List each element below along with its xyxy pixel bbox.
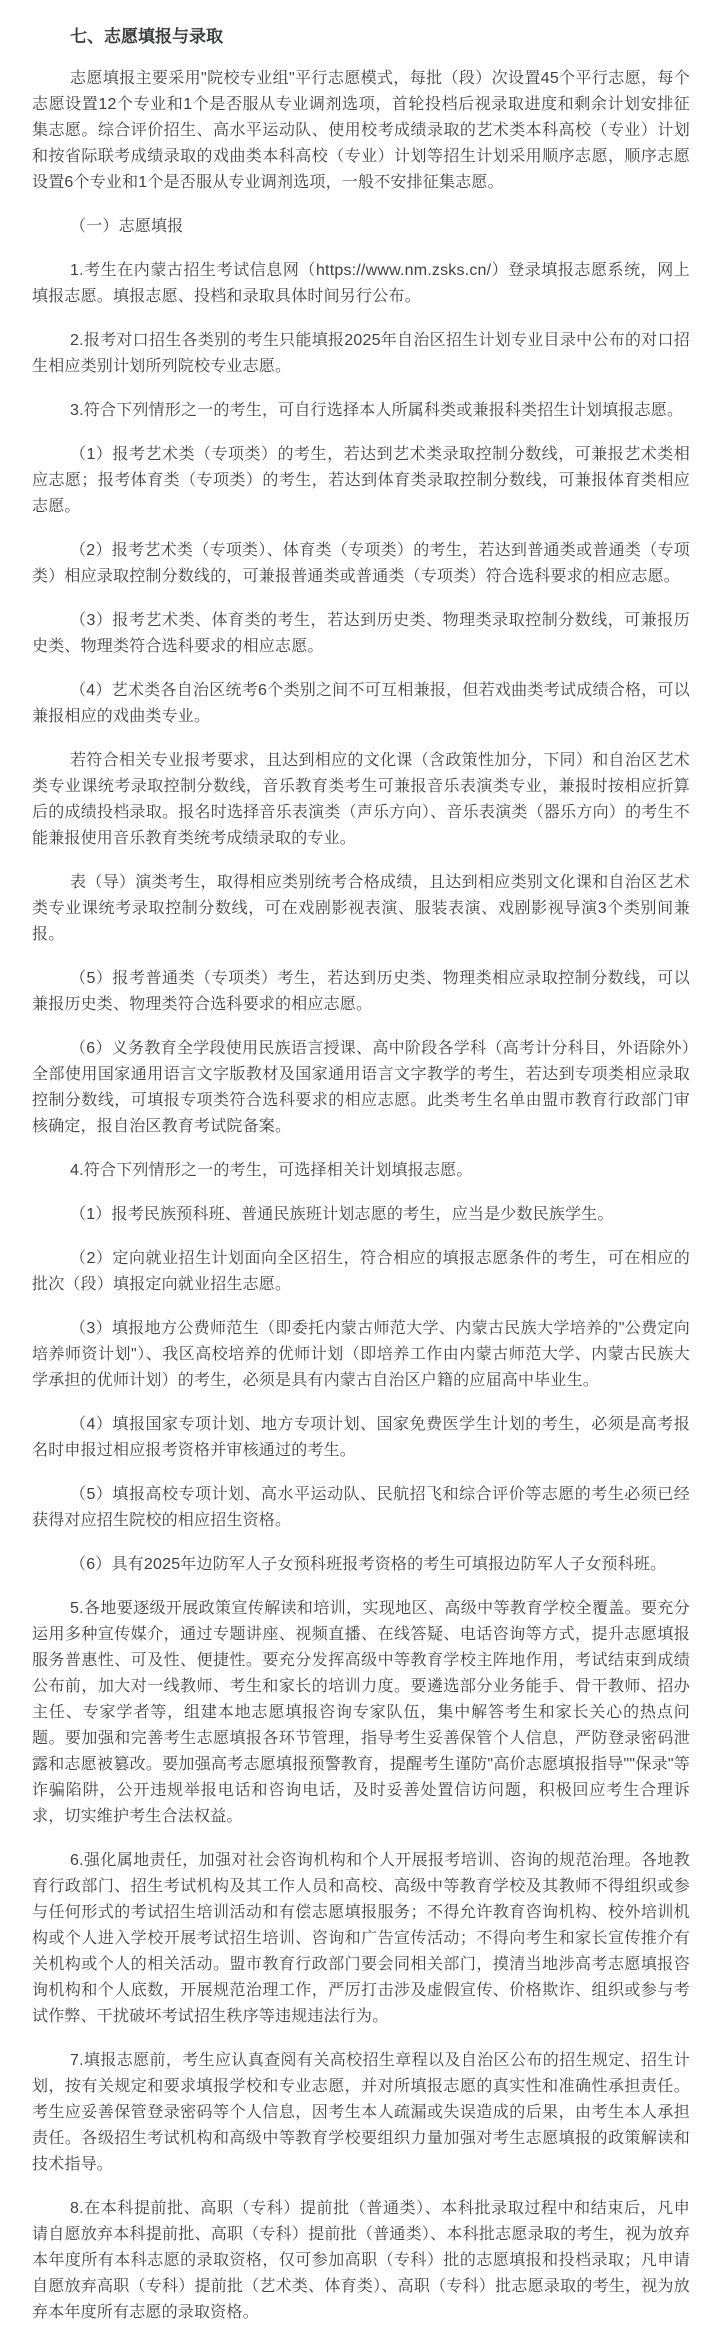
doc-paragraph: （5）填报高校专项计划、高水平运动队、民航招飞和综合评价等志愿的考生必须已经获得对应招生院校的相应招生资格。 [32,1486,690,1529]
doc-paragraph: 若符合相关专业报考要求，且达到相应的文化课（含政策性加分，下同）和自治区艺术类专业课统考录取控制分数线，音乐教育类考生可兼报音乐表演类专业，兼报时按相应折算后的成绩投档录取。报名时选择音乐表演类（声乐方向）、音乐表演类（器乐方向）的考生不能兼报使用音乐教育类统考成绩录取的专业。 [32,752,690,847]
doc-paragraph: 4.符合下列情形之一的考生，可选择相关计划填报志愿。 [70,1162,473,1179]
doc-paragraph: （1）报考艺术类（专项类）的考生，若达到艺术类录取控制分数线，可兼报艺术类相应志愿；报考体育类（专项类）的考生，若达到体育类录取控制分数线，可兼报体育类相应志愿。 [32,446,690,515]
doc-paragraph: 3.符合下列情形之一的考生，可自行选择本人所属科类或兼报科类招生计划填报志愿。 [70,402,684,419]
doc-heading: 七、志愿填报与录取 [70,27,223,46]
doc-body [32,66,690,2326]
doc-paragraph: （4）艺术类各自治区统考6个类别之间不可互相兼报，但若戏曲类考试成绩合格，可以兼报相应的戏曲类专业。 [32,682,690,725]
doc-paragraph: （6）义务教育全学段使用民族语言授课、高中阶段各学科（高考计分科目，外语除外）全部使用国家通用语言文字版教材及国家通用语言文字教学的考生，若达到专项类相应录取控制分数线，可填报专项类符合选科要求的相应志愿。此类考生名单由盟市教育行政部门审核确定，报自治区教育考试院备案。 [32,1040,690,1135]
doc-subheading: （一）志愿填报 [70,218,184,235]
doc-paragraph: （5）报考普通类（专项类）考生，若达到历史类、物理类相应录取控制分数线，可以兼报历史类、物理类符合选科要求的相应志愿。 [32,970,690,1013]
doc-paragraph: （2）定向就业招生计划面向全区招生，符合相应的填报志愿条件的考生，可在相应的批次（段）填报定向就业招生志愿。 [32,1250,690,1293]
doc-paragraph: （4）填报国家专项计划、地方专项计划、国家免费医学生计划的考生，必须是高考报名时申报过相应报考资格并审核通过的考生。 [32,1416,690,1459]
doc-paragraph: 2.报考对口招生各类别的考生只能填报2025年自治区招生计划专业目录中公布的对口招生相应类别计划所列院校专业志愿。 [32,332,690,375]
doc-paragraph: 7.填报志愿前，考生应认真查阅有关高校招生章程以及自治区公布的招生规定、招生计划，按有关规定和要求填报学校和专业志愿，并对所填报志愿的真实性和准确性承担责任。考生应妥善保管登录密码等个人信息，因考生本人疏漏或失误造成的后果，由考生本人承担责任。各级招生考试机构和高级中等教育学校要组织力量加强对考生志愿填报的政策解读和技术指导。 [32,2052,690,2173]
doc-paragraph: 1.考生在内蒙古招生考试信息网（https://www.nm.zsks.cn/）登录填报志愿系统，网上填报志愿。填报志愿、投档和录取具体时间另行公布。 [32,262,690,305]
doc-paragraph: （6）具有2025年边防军人子女预科班报考资格的考生可填报边防军人子女预科班。 [70,1556,667,1573]
doc-paragraph: 表（导）演类考生，取得相应类别统考合格成绩，且达到相应类别文化课和自治区艺术类专业课统考录取控制分数线，可在戏剧影视表演、服装表演、戏剧影视导演3个类别间兼报。 [32,874,690,943]
doc-paragraph: （3）填报地方公费师范生（即委托内蒙古师范大学、内蒙古民族大学培养的"公费定向培养师资计划"）、我区高校培养的优师计划（即培养工作由内蒙古师范大学、内蒙古民族大学承担的优师计划）的考生，必须是具有内蒙古自治区户籍的应届高中毕业生。 [32,1320,690,1389]
doc-paragraph: 5.各地要逐级开展政策宣传解读和培训，实现地区、高级中等教育学校全覆盖。要充分运用多种宣传媒介，通过专题讲座、视频直播、在线答疑、电话咨询等方式，提升志愿填报服务普惠性、可及性、便捷性。要充分发挥高级中等教育学校主阵地作用，考试结束到成绩公布前，加大对一线教师、考生和家长的培训力度。要遴选部分业务能手、骨干教师、招办主任、专家学者等，组建本地志愿填报咨询专家队伍，集中解答考生和家长关心的热点问题。要加强和完善考生志愿填报各环节管理，指导考生妥善保管个人信息，严防登录密码泄露和志愿被篡改。要加强高考志愿填报预警教育，提醒考生谨防"高价志愿填报指导""保录"等诈骗陷阱，公开违规举报电话和咨询电话，及时妥善处置信访问题，积极回应考生合理诉求，切实维护考生合法权益。 [32,1600,690,1825]
doc-paragraph: 8.在本科提前批、高职（专科）提前批（普通类）、本科批录取过程中和结束后，凡申请自愿放弃本科提前批、高职（专科）提前批（普通类）、本科批志愿录取的考生，视为放弃本年度所有本科志愿的录取资格，仅可参加高职（专科）批的志愿填报和投档录取；凡申请自愿放弃高职（专科）提前批（艺术类、体育类）、高职（专科）批志愿录取的考生，视为放弃本年度所有志愿的录取资格。 [32,2200,690,2321]
doc-paragraph: （1）报考民族预科班、普通民族班计划志愿的考生，应当是少数民族学生。 [70,1206,614,1223]
doc-paragraph: 6.强化属地责任，加强对社会咨询机构和个人开展报考培训、咨询的规范治理。各地教育行政部门、招生考试机构及其工作人员和高校、高级中等教育学校及其教师不得组织或参与任何形式的考试招生培训活动和有偿志愿填报服务；不得允许教育咨询机构、校外培训机构或个人进入学校开展考试招生培训、咨询和广告宣传活动；不得向考生和家长宣传推介有关机构或个人的相关活动。盟市教育行政部门要会同相关部门，摸清当地涉高考志愿填报咨询机构和个人底数，开展规范治理工作，严厉打击涉及虚假宣传、价格欺诈、组织或参与考试作弊、干扰破坏考试招生秩序等违规违法行为。 [32,1852,690,2025]
doc-paragraph: （3）报考艺术类、体育类的考生，若达到历史类、物理类录取控制分数线，可兼报历史类、物理类符合选科要求的相应志愿。 [32,612,690,655]
doc-paragraph: （2）报考艺术类（专项类）、体育类（专项类）的考生，若达到普通类或普通类（专项类）相应录取控制分数线的，可兼报普通类或普通类（专项类）符合选科要求的相应志愿。 [32,542,690,585]
doc-paragraph: 志愿填报主要采用"院校专业组"平行志愿模式，每批（段）次设置45个平行志愿，每个志愿设置12个专业和1个是否服从专业调剂选项，首轮投档后视录取进度和剩余计划安排征集志愿。综合评价招生、高水平运动队、使用校考成绩录取的艺术类本科高校（专业）计划和按省际联考成绩录取的戏曲类本科高校（专业）计划等招生计划采用顺序志愿，顺序志愿设置6个专业和1个是否服从专业调剂选项，一般不安排征集志愿。 [32,70,690,191]
